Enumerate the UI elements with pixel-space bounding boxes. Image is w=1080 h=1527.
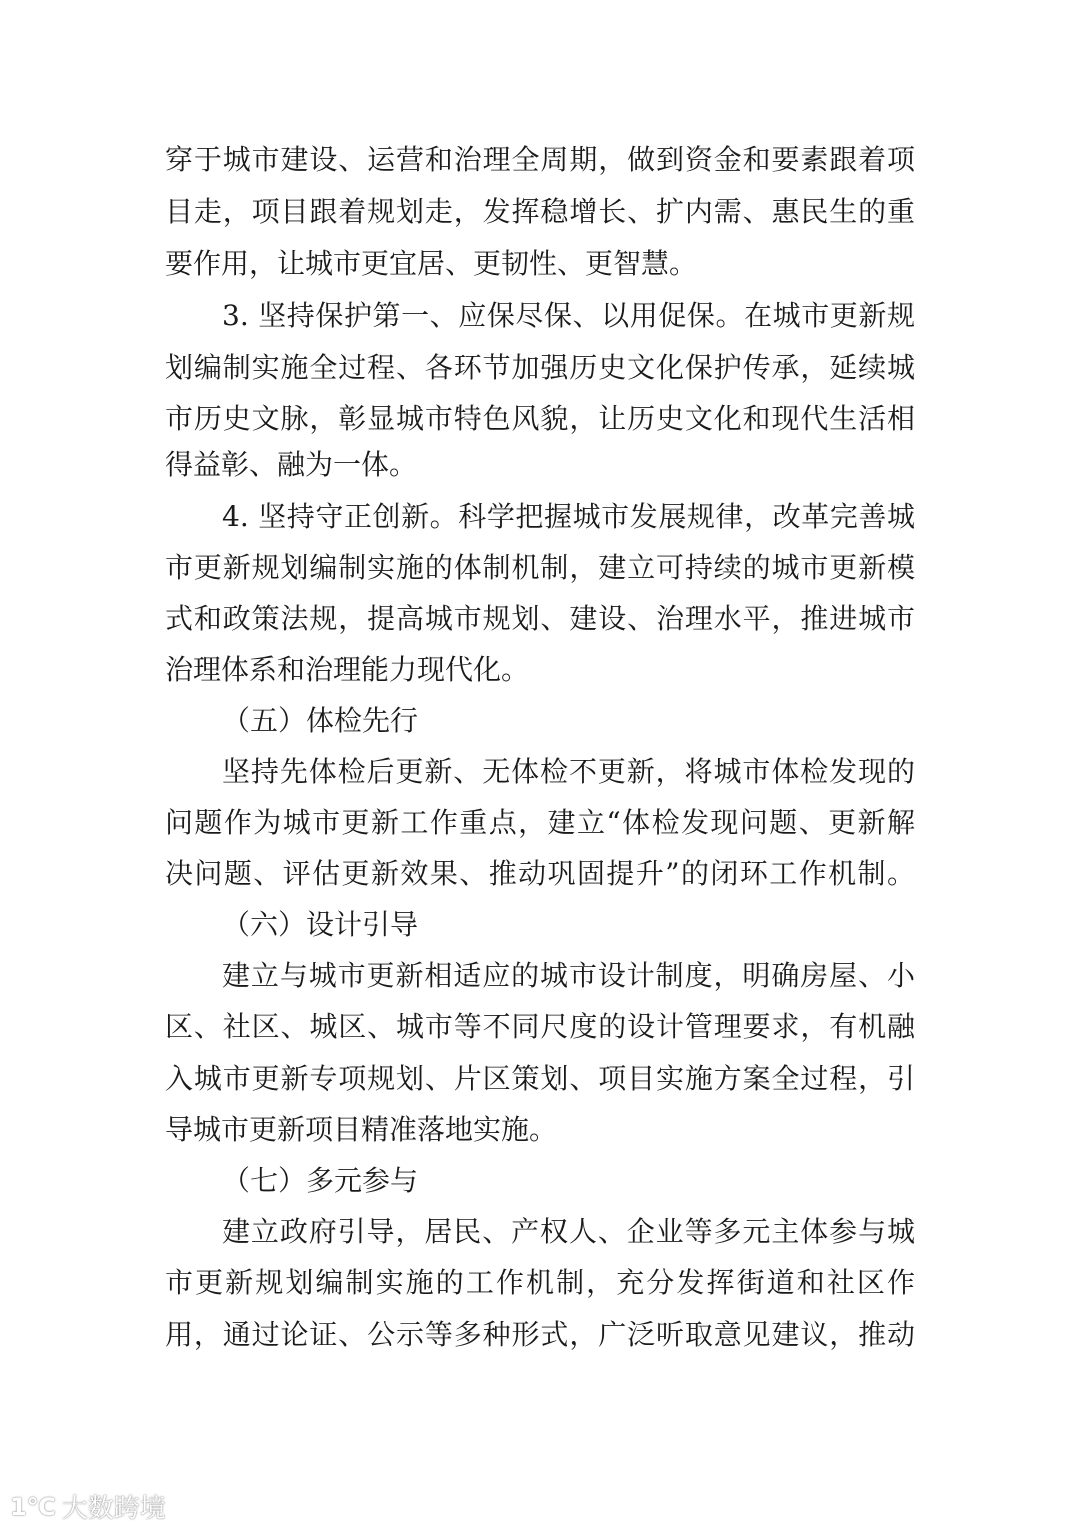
paragraph-start: 建立政府引导，居民、产权人、企业等多元主体参与城 (222, 1215, 915, 1248)
body-line: 导城市更新项目精准落地实施。 (165, 1113, 558, 1146)
body-line: 问题作为城市更新工作重点，建立“体检发现问题、更新解 (165, 806, 915, 839)
section-heading-7: （七）多元参与 (222, 1164, 419, 1197)
body-line: 划编制实施全过程、各环节加强历史文化保护传承，延续城 (165, 351, 915, 384)
numbered-paragraph-start: 3. 坚持保护第一、应保尽保、以用促保。在城市更新规 (222, 299, 915, 332)
section-heading-5: （五）体检先行 (222, 704, 419, 737)
body-line: 得益彰、融为一体。 (165, 448, 418, 481)
body-line: 治理体系和治理能力现代化。 (165, 653, 530, 686)
watermark-logo-icon: 1℃ (10, 1492, 56, 1521)
body-line: 市更新规划编制实施的体制机制，建立可持续的城市更新模 (165, 551, 915, 584)
body-line: 穿于城市建设、运营和治理全周期，做到资金和要素跟着项 (165, 143, 915, 176)
body-line: 市更新规划编制实施的工作机制，充分发挥街道和社区作 (165, 1266, 915, 1299)
body-line: 入城市更新专项规划、片区策划、项目实施方案全过程，引 (165, 1062, 915, 1095)
paragraph-start: 坚持先体检后更新、无体检不更新，将城市体检发现的 (222, 755, 915, 788)
body-line: 要作用，让城市更宜居、更韧性、更智慧。 (165, 247, 698, 280)
watermark-text: 大数跨境 (61, 1494, 166, 1524)
numbered-paragraph-start: 4. 坚持守正创新。科学把握城市发展规律，改革完善城 (222, 500, 915, 533)
watermark (10, 1488, 166, 1525)
body-line: 决问题、评估更新效果、推动巩固提升”的闭环工作机制。 (165, 857, 915, 890)
body-line: 式和政策法规，提高城市规划、建设、治理水平，推进城市 (165, 602, 915, 635)
paragraph-start: 建立与城市更新相适应的城市设计制度，明确房屋、小 (222, 959, 915, 992)
body-line: 区、社区、城区、城市等不同尺度的设计管理要求，有机融 (165, 1010, 915, 1043)
body-line: 目走，项目跟着规划走，发挥稳增长、扩内需、惠民生的重 (165, 195, 915, 228)
section-heading-6: （六）设计引导 (222, 908, 419, 941)
body-line: 用，通过论证、公示等多种形式，广泛听取意见建议，推动 (165, 1318, 915, 1351)
body-line: 市历史文脉，彰显城市特色风貌，让历史文化和现代生活相 (165, 402, 915, 435)
